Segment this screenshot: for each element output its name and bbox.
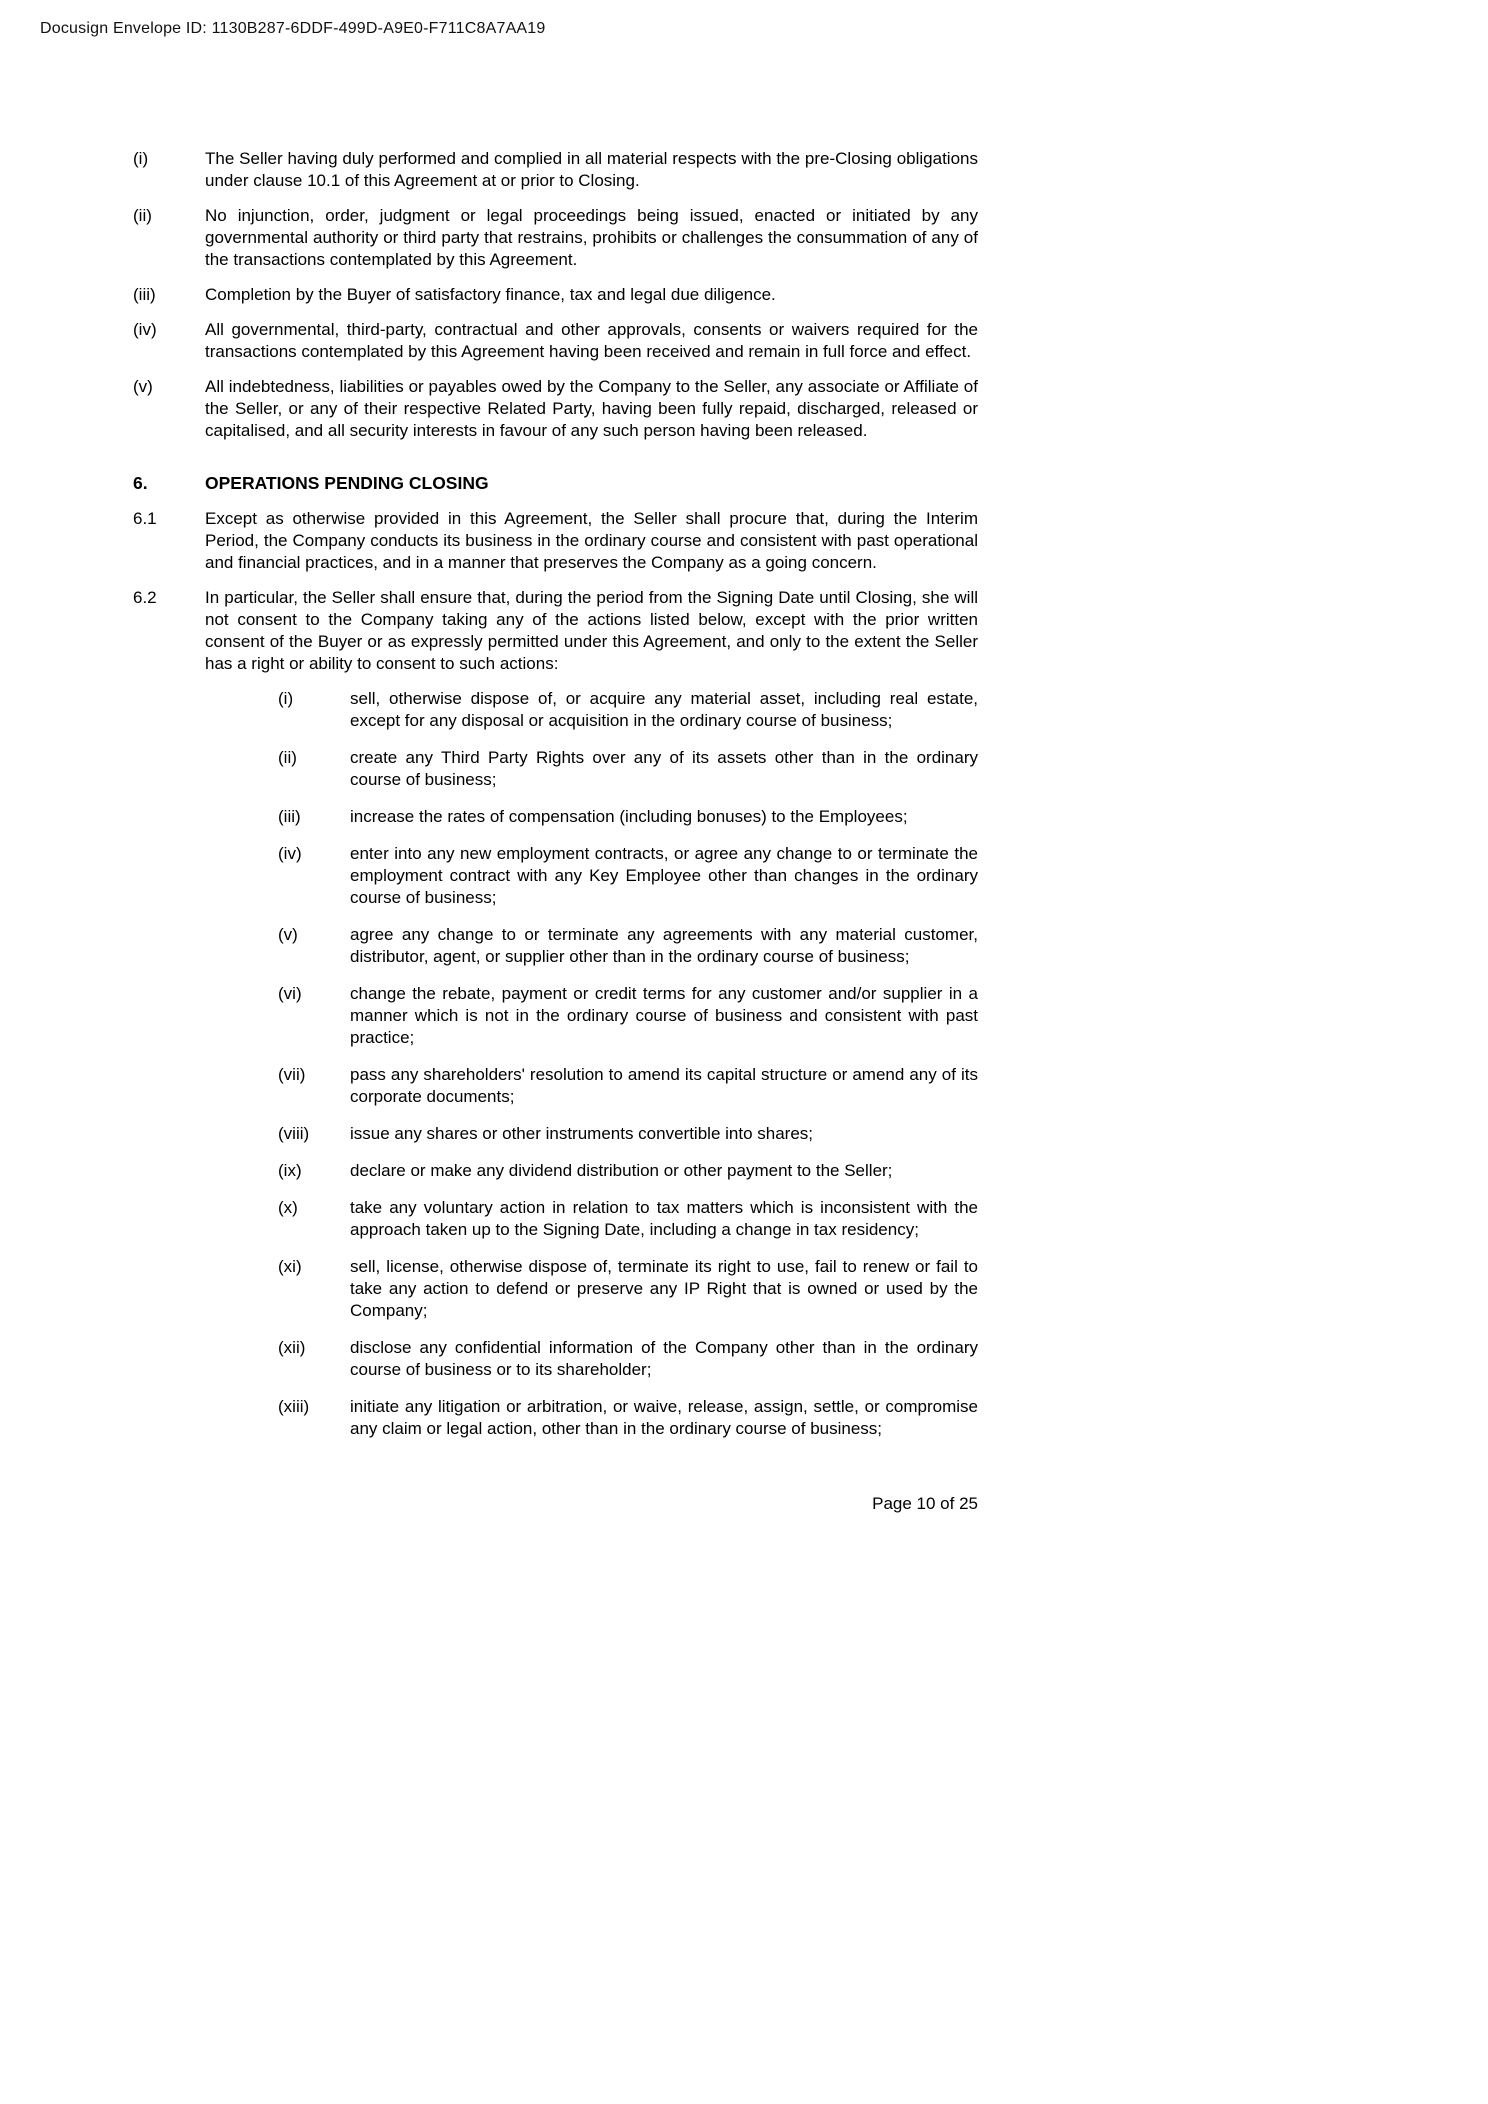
- closing-condition-text: All indebtedness, liabilities or payables owed by the Company to the Seller, any associate or Affiliate of the Seller, or any of their respective Related Party, having been fully repaid, discharged, released or capitalised, and all security interests in favour of any such person having been released.: [205, 377, 978, 440]
- restricted-action-number: (ix): [278, 1161, 302, 1180]
- closing-condition-text: No injunction, order, judgment or legal proceedings being issued, enacted or initiated by any governmental authority or third party that restrains, prohibits or challenges the consummation of any of the transactions contemplated by this Agreement.: [205, 206, 978, 269]
- closing-condition-text: All governmental, third-party, contractual and other approvals, consents or waivers required for the transactions contemplated by this Agreement having been received and remain in full force and effect.: [205, 320, 978, 361]
- restricted-action-text: sell, otherwise dispose of, or acquire any material asset, including real estate, except for any disposal or acquisition in the ordinary course of business;: [350, 689, 978, 730]
- restricted-action-vii: [278, 1064, 978, 1108]
- restricted-action-i: [278, 688, 978, 732]
- restricted-action-number: (xiii): [278, 1397, 310, 1416]
- restricted-action-number: (v): [278, 925, 298, 944]
- restricted-action-text: increase the rates of compensation (including bonuses) to the Employees;: [350, 807, 908, 826]
- restricted-action-x: [278, 1197, 978, 1241]
- restricted-action-iv: [278, 843, 978, 909]
- closing-condition-i: [133, 148, 978, 192]
- restricted-action-text: initiate any litigation or arbitration, or waive, release, assign, settle, or compromise any claim or legal action, other than in the ordinary course of business;: [350, 1397, 978, 1438]
- page-number-footer: Page 10 of 25: [872, 1494, 978, 1513]
- restricted-action-number: (iv): [278, 844, 302, 863]
- closing-condition-iv: [133, 319, 978, 363]
- section-title: OPERATIONS PENDING CLOSING: [205, 473, 489, 493]
- restricted-action-number: (i): [278, 689, 294, 708]
- clause-number: 6.2: [133, 588, 157, 607]
- restricted-action-text: enter into any new employment contracts, or agree any change to or terminate the employment contract with any Key Employee other than changes in the ordinary course of business;: [350, 844, 978, 907]
- restricted-action-v: [278, 924, 978, 968]
- restricted-action-text: pass any shareholders' resolution to amend its capital structure or amend any of its corporate documents;: [350, 1065, 978, 1106]
- restricted-action-number: (xi): [278, 1257, 302, 1276]
- closing-condition-ii: [133, 205, 978, 271]
- restricted-action-number: (iii): [278, 807, 301, 826]
- section-heading: [133, 472, 978, 494]
- closing-condition-v: [133, 376, 978, 442]
- restricted-action-ii: [278, 747, 978, 791]
- closing-conditions-list: [133, 148, 978, 442]
- restricted-action-text: create any Third Party Rights over any of its assets other than in the ordinary course of business;: [350, 748, 978, 789]
- closing-condition-number: (iii): [133, 285, 156, 304]
- closing-condition-number: (ii): [133, 206, 152, 225]
- closing-condition-number: (i): [133, 149, 149, 168]
- document-content: [133, 148, 978, 1455]
- clause-61: [133, 508, 978, 574]
- clause-number: 6.1: [133, 509, 157, 528]
- restricted-action-text: declare or make any dividend distribution or other payment to the Seller;: [350, 1161, 893, 1180]
- restricted-action-number: (x): [278, 1198, 298, 1217]
- restricted-action-text: issue any shares or other instruments convertible into shares;: [350, 1124, 814, 1143]
- restricted-action-text: change the rebate, payment or credit terms for any customer and/or supplier in a manner which is not in the ordinary course of business and consistent with past practice;: [350, 984, 978, 1047]
- restricted-action-number: (xii): [278, 1338, 306, 1357]
- closing-condition-iii: [133, 284, 978, 306]
- closing-condition-text: Completion by the Buyer of satisfactory finance, tax and legal due diligence.: [205, 285, 776, 304]
- clause-text: In particular, the Seller shall ensure that, during the period from the Signing Date until Closing, she will not consent to the Company taking any of the actions listed below, except with the prior written consent of the Buyer or as expressly permitted under this Agreement, and only to the extent the Seller has a right or ability to consent to such actions:: [205, 588, 978, 673]
- restricted-action-text: disclose any confidential information of the Company other than in the ordinary course of business or to its shareholder;: [350, 1338, 978, 1379]
- clause-62: [133, 587, 978, 675]
- restricted-action-text: sell, license, otherwise dispose of, terminate its right to use, fail to renew or fail to take any action to defend or preserve any IP Right that is owned or used by the Company;: [350, 1257, 978, 1320]
- closing-condition-number: (v): [133, 377, 153, 396]
- restricted-action-number: (vii): [278, 1065, 306, 1084]
- restricted-action-number: (ii): [278, 748, 297, 767]
- restricted-action-text: take any voluntary action in relation to tax matters which is inconsistent with the approach taken up to the Signing Date, including a change in tax residency;: [350, 1198, 978, 1239]
- restricted-actions-list: [133, 688, 978, 1440]
- section-number: 6.: [133, 473, 148, 493]
- restricted-action-number: (viii): [278, 1124, 310, 1143]
- restricted-action-viii: [278, 1123, 978, 1145]
- closing-condition-number: (iv): [133, 320, 157, 339]
- restricted-action-text: agree any change to or terminate any agreements with any material customer, distributor, agent, or supplier other than in the ordinary course of business;: [350, 925, 978, 966]
- docusign-envelope-id: Docusign Envelope ID: 1130B287-6DDF-499D-A9E0-F711C8A7AA19: [40, 20, 546, 37]
- restricted-action-xi: [278, 1256, 978, 1322]
- restricted-action-ix: [278, 1160, 978, 1182]
- clause-text: Except as otherwise provided in this Agreement, the Seller shall procure that, during the Interim Period, the Company conducts its business in the ordinary course and consistent with past operational and financial practices, and in a manner that preserves the Company as a going concern.: [205, 509, 978, 572]
- clauses-container: [133, 508, 978, 675]
- restricted-action-iii: [278, 806, 978, 828]
- restricted-action-number: (vi): [278, 984, 302, 1003]
- restricted-action-vi: [278, 983, 978, 1049]
- restricted-action-xii: [278, 1337, 978, 1381]
- restricted-action-xiii: [278, 1396, 978, 1440]
- closing-condition-text: The Seller having duly performed and complied in all material respects with the pre-Closing obligations under clause 10.1 of this Agreement at or prior to Closing.: [205, 149, 978, 190]
